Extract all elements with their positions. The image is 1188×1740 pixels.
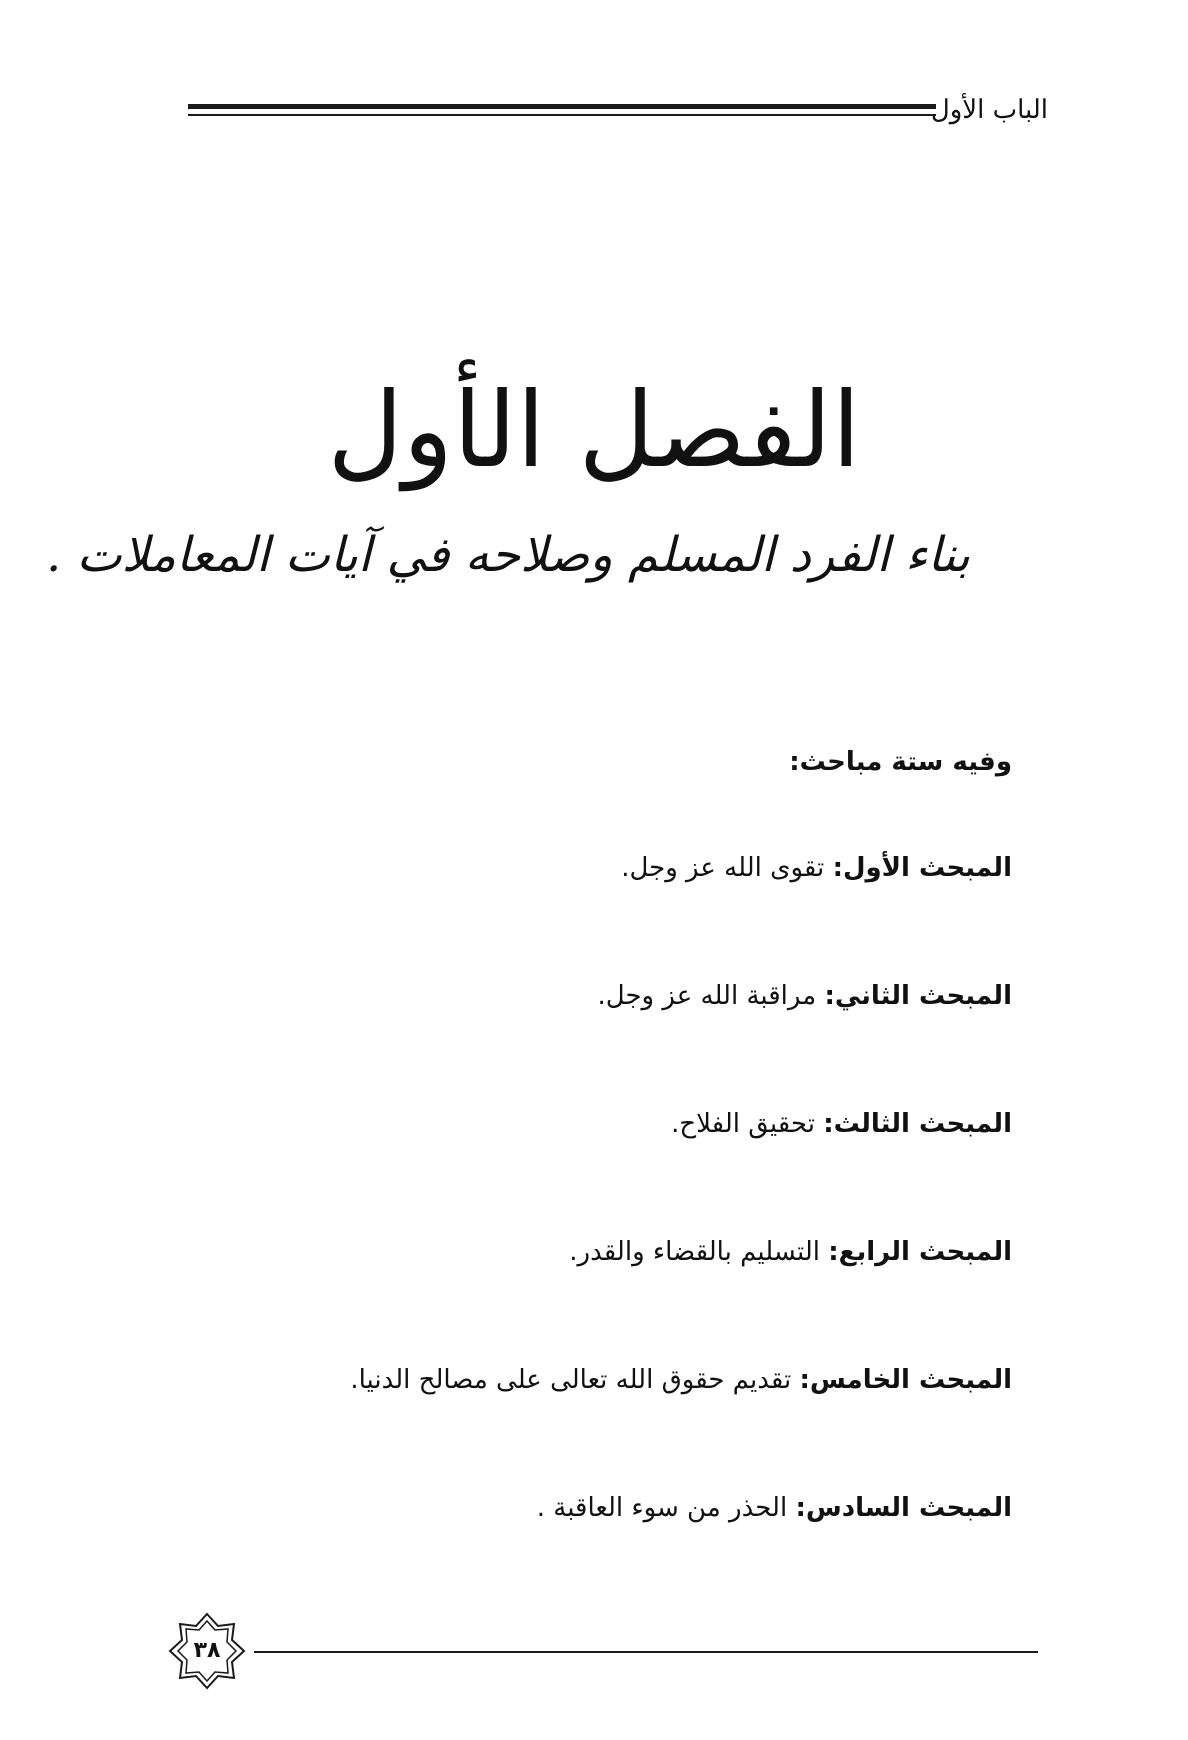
section-item-2 xyxy=(192,976,1012,1016)
section-item-1 xyxy=(192,848,1012,888)
section-item-4 xyxy=(192,1232,1012,1272)
section-item-6 xyxy=(192,1488,1012,1528)
chapter-title: الفصل الأول xyxy=(327,368,861,491)
section-item-heading: المبحث الرابع: xyxy=(828,1237,1012,1267)
page-number: ٣٨ xyxy=(193,1638,221,1663)
page-footer xyxy=(168,1612,1038,1692)
section-item-3 xyxy=(192,1104,1012,1144)
section-item-text: تقديم حقوق الله تعالى على مصالح الدنيا. xyxy=(350,1365,800,1395)
section-item-text: تحقيق الفلاح. xyxy=(671,1109,824,1139)
running-header xyxy=(188,92,1048,132)
footer-rule xyxy=(254,1651,1038,1653)
section-item-heading: المبحث السادس: xyxy=(795,1493,1012,1523)
section-item-heading: المبحث الأول: xyxy=(832,853,1012,883)
section-item-heading: المبحث الثاني: xyxy=(824,981,1012,1011)
section-item-5 xyxy=(192,1360,1012,1400)
section-item-heading: المبحث الخامس: xyxy=(799,1365,1012,1395)
section-list xyxy=(192,742,1012,1616)
header-rule-thin xyxy=(188,114,936,116)
section-item-text: التسليم بالقضاء والقدر. xyxy=(569,1237,829,1267)
section-item-text: الحذر من سوء العاقبة . xyxy=(536,1493,796,1523)
page-number-badge xyxy=(168,1612,246,1690)
header-rule-thick xyxy=(188,104,936,109)
chapter-subtitle: بناء الفرد المسلم وصلاحه في آيات المعاملات . xyxy=(45,527,970,583)
section-item-heading: المبحث الثالث: xyxy=(823,1109,1012,1139)
section-list-intro: وفيه ستة مباحث: xyxy=(789,747,1012,777)
section-item-text: مراقبة الله عز وجل. xyxy=(597,981,825,1011)
running-title: الباب الأول xyxy=(930,95,1048,125)
section-item-text: تقوى الله عز وجل. xyxy=(621,853,833,883)
